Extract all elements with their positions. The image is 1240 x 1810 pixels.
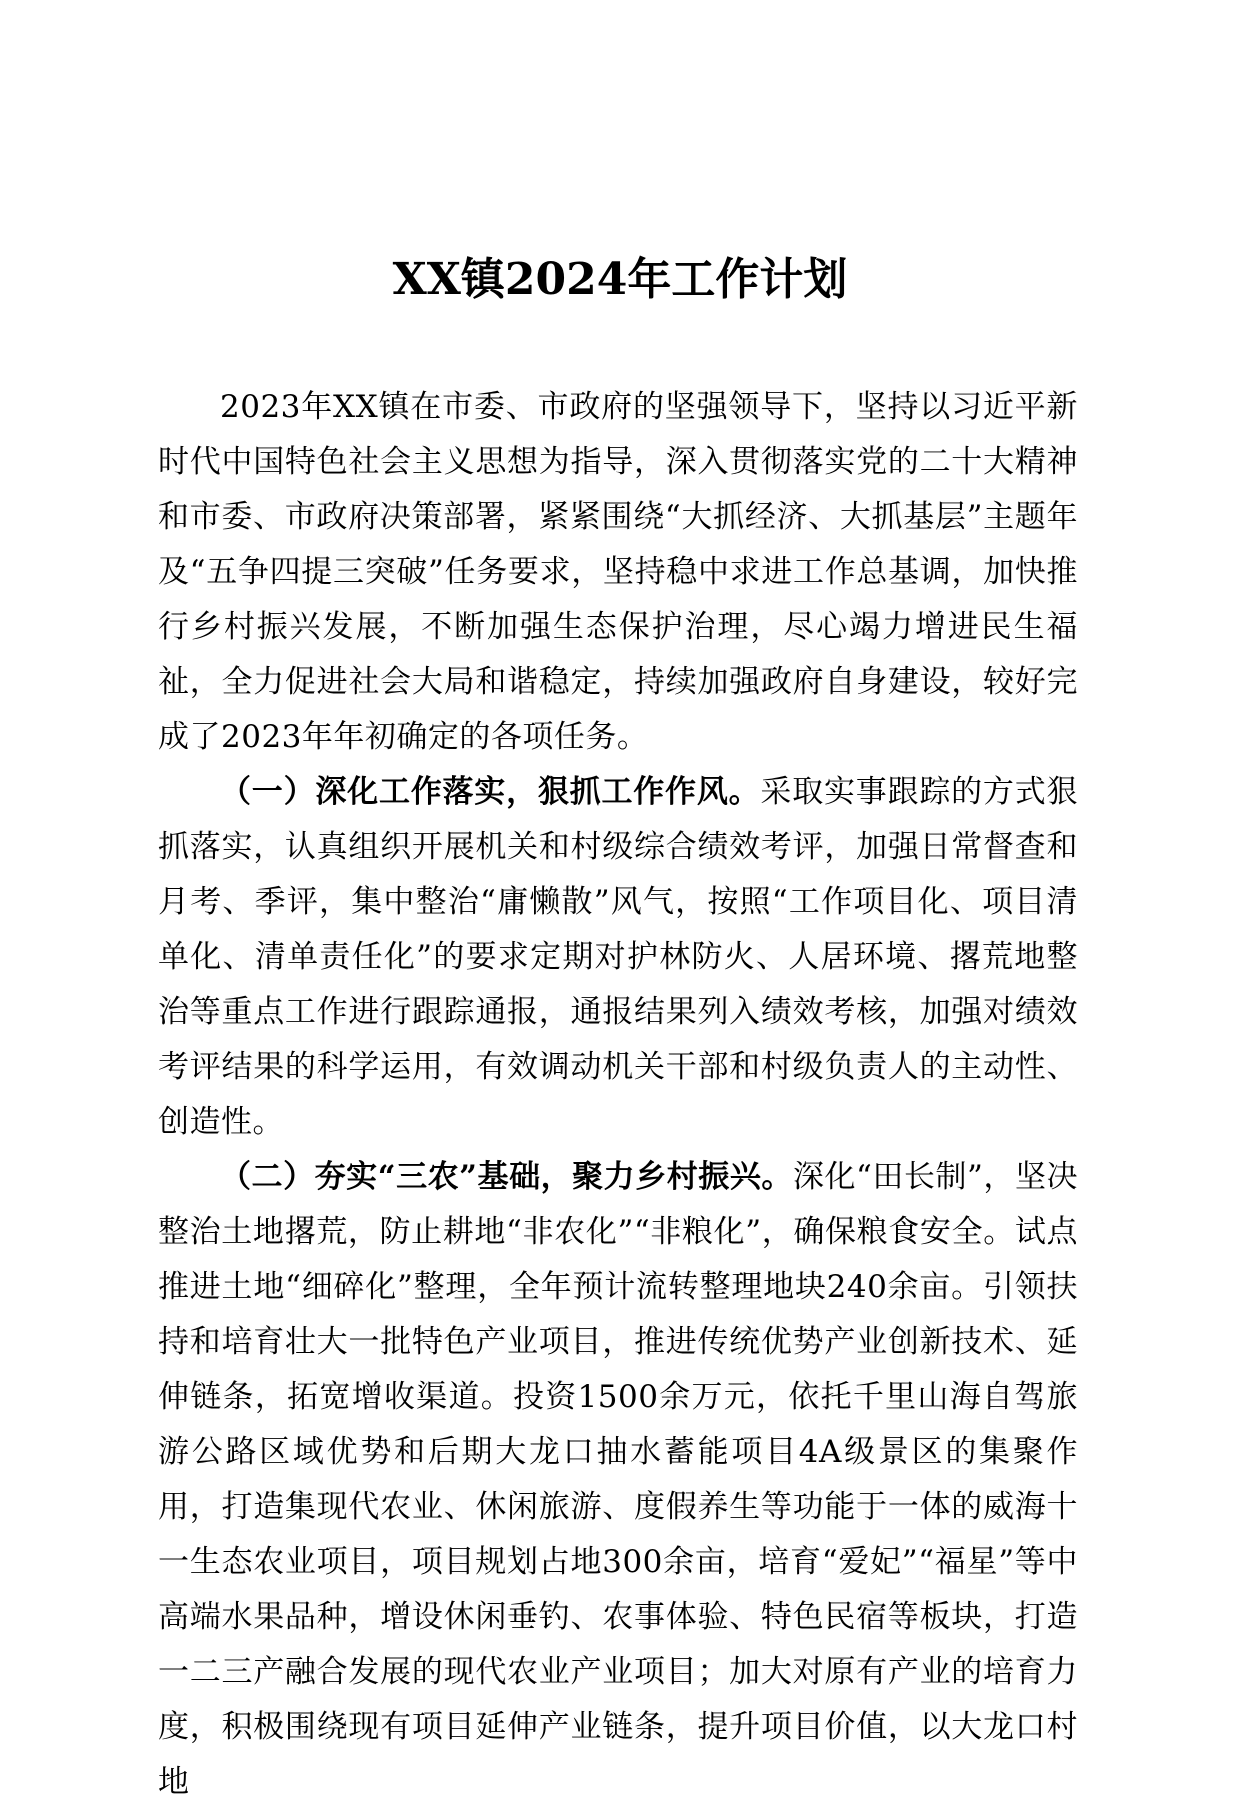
paragraph-section-2 bbox=[158, 1150, 1078, 1810]
paragraph-section-1 bbox=[158, 765, 1078, 1150]
paragraph-text: 2023年XX镇在市委、市政府的坚强领导下，坚持以习近平新时代中国特色社会主义思想为指导，深入贯彻落实党的二十大精神和市委、市政府决策部署，紧紧围绕“大抓经济、大抓基层”主题年及“五争四提三突破”任务要求，坚持稳中求进工作总基调，加快推行乡村振兴发展，不断加强生态保护治理，尽心竭力增进民生福祉，全力促进社会大局和谐稳定，持续加强政府自身建设，较好完成了2023年年初确定的各项任务。 bbox=[158, 389, 1078, 755]
paragraph-intro bbox=[158, 380, 1078, 765]
paragraph-text: 深化“田长制”，坚决整治土地撂荒，防止耕地“非农化”“非粮化”，确保粮食安全。试点推进土地“细碎化”整理，全年预计流转整理地块240余亩。引领扶持和培育壮大一批特色产业项目，推进传统优势产业创新技术、延伸链条，拓宽增收渠道。投资1500余万元，依托千里山海自驾旅游公路区域优势和后期大龙口抽水蓄能项目4A级景区的集聚作用，打造集现代农业、休闲旅游、度假养生等功能于一体的威海十一生态农业项目，项目规划占地300余亩，培育“爱妃”“福星”等中高端水果品种，增设休闲垂钓、农事体验、特色民宿等板块，打造一二三产融合发展的现代农业产业项目；加大对原有产业的培育力度，积极围绕现有项目延伸产业链条，提升项目价值，以大龙口村地 bbox=[158, 1159, 1078, 1800]
document-title: XX镇2024年工作计划 bbox=[392, 254, 848, 305]
paragraph-lead: （二）夯实“三农”基础，聚力乡村振兴。 bbox=[220, 1159, 793, 1195]
paragraph-text: 采取实事跟踪的方式狠抓落实，认真组织开展机关和村级综合绩效考评，加强日常督查和月考、季评，集中整治“庸懒散”风气，按照“工作项目化、项目清单化、清单责任化”的要求定期对护林防火、人居环境、撂荒地整治等重点工作进行跟踪通报，通报结果列入绩效考核，加强对绩效考评结果的科学运用，有效调动机关干部和村级负责人的主动性、创造性。 bbox=[158, 774, 1079, 1140]
document-body bbox=[158, 380, 1078, 1810]
paragraph-lead: （一）深化工作落实，狠抓工作作风。 bbox=[220, 774, 761, 810]
